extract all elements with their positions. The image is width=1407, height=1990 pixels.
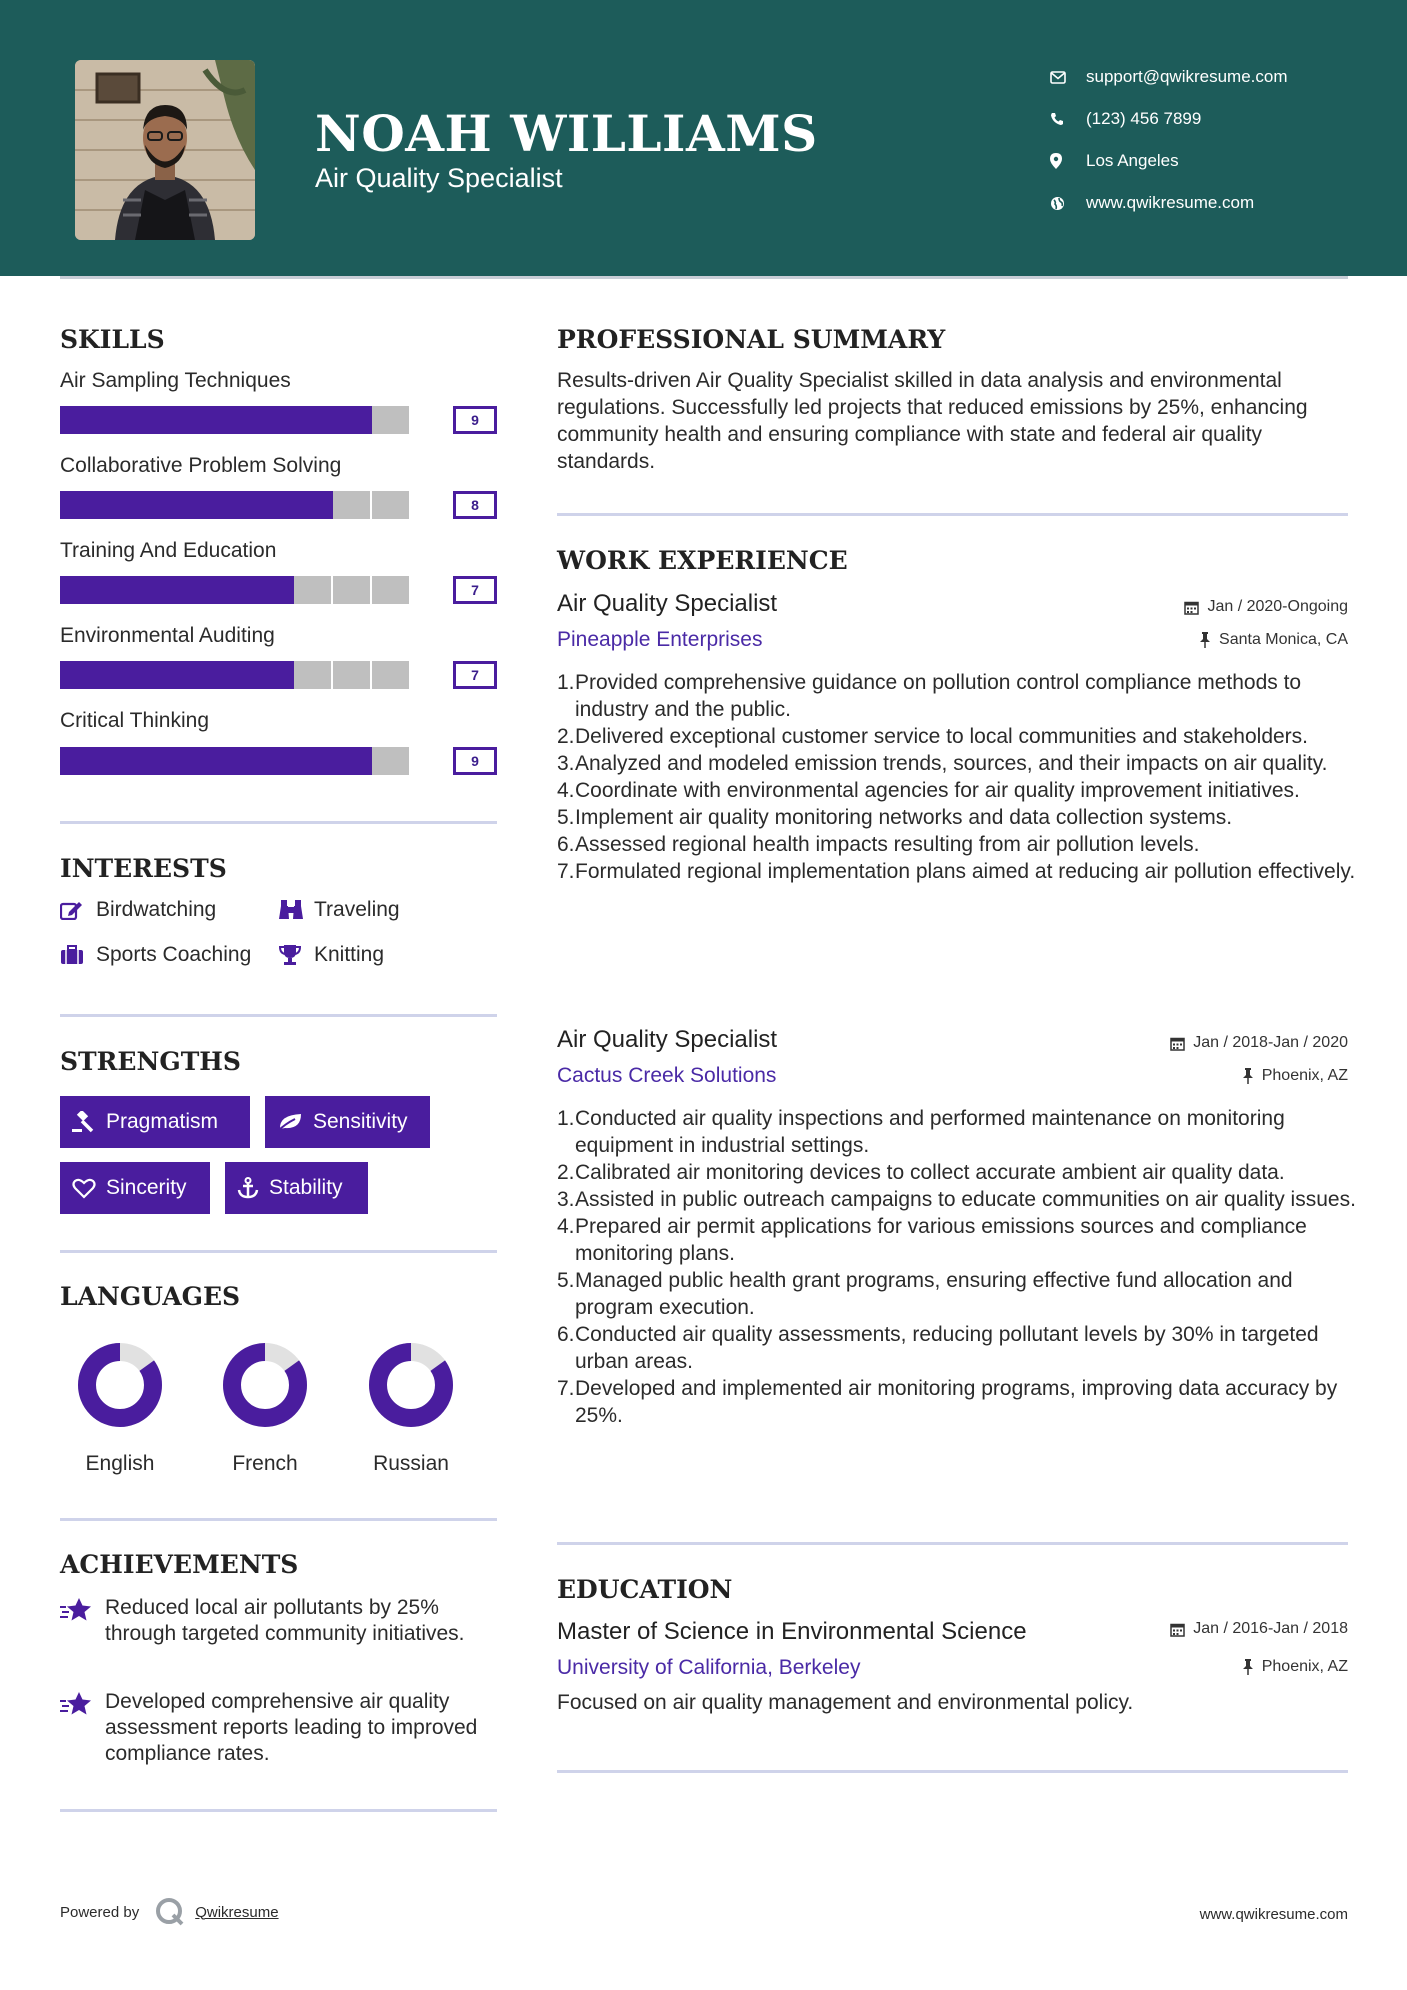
education-location-text: Phoenix, AZ (1261, 1658, 1348, 1675)
skill-segment (294, 406, 333, 434)
job-bullets (557, 669, 1357, 885)
job-title: Air Quality Specialist (557, 590, 778, 617)
skill-segment (372, 661, 411, 689)
envelope-icon (1050, 71, 1086, 84)
strength-label: Pragmatism (106, 1110, 219, 1133)
star-icon (60, 1595, 105, 1647)
skill-segment (216, 661, 255, 689)
globe-icon (1050, 196, 1086, 211)
language-item (210, 1340, 320, 1476)
qwikresume-link[interactable]: Qwikresume (195, 1903, 279, 1921)
footer-brand (60, 1897, 279, 1927)
interest-item (60, 943, 251, 967)
language-donut (366, 1340, 456, 1430)
leaf-icon (277, 1112, 303, 1132)
pushpin-icon (1199, 632, 1211, 648)
skill-segment (99, 747, 138, 775)
skill-segment (177, 406, 216, 434)
skill-segment (255, 747, 294, 775)
job-date-text: Jan / 2018-Jan / 2020 (1193, 1034, 1348, 1051)
interest-item (278, 943, 384, 967)
contact-email[interactable] (1050, 56, 1380, 98)
skill-segment (294, 661, 333, 689)
interest-label: Traveling (314, 898, 400, 921)
strengths-title: STRENGTHS (60, 1047, 241, 1076)
company-name: Cactus Creek Solutions (557, 1064, 777, 1087)
interest-label: Knitting (314, 943, 385, 966)
calendar-icon (1170, 1622, 1185, 1637)
skill-bar (60, 491, 497, 519)
skill-segment (60, 406, 99, 434)
anchor-icon (237, 1177, 259, 1199)
skill-segment (255, 406, 294, 434)
skill-segment (216, 491, 255, 519)
calendar-icon (1170, 1036, 1185, 1051)
list-item: 1. Conducted air quality inspections and performed maintenance on monitoring equipment in industrial settings. (557, 1107, 1285, 1157)
skill-segment (216, 576, 255, 604)
list-item: 5. Managed public health grant programs, ensuring effective fund allocation and program execution. (557, 1269, 1293, 1319)
phone-icon (1050, 112, 1086, 126)
skill-segment (216, 747, 255, 775)
experience-title: WORK EXPERIENCE (557, 546, 848, 575)
skill-label: Collaborative Problem Solving (60, 454, 342, 477)
skill-segment (372, 576, 411, 604)
strength-label: Sensitivity (313, 1110, 408, 1133)
contact-list (1050, 56, 1380, 224)
list-item: 6. Conducted air quality assessments, reducing pollutant levels by 30% in targeted urban areas. (557, 1323, 1319, 1373)
contact-location-text: Los Angeles (1086, 151, 1179, 170)
skill-bar (60, 576, 497, 604)
list-item: 5. Implement air quality monitoring networks and data collection systems. (557, 806, 1233, 829)
skill-segment (99, 661, 138, 689)
skill-segment (60, 747, 99, 775)
list-item: 3. Assisted in public outreach campaigns to educate communities on air quality issues. (557, 1188, 1356, 1211)
binoculars-icon (278, 899, 314, 921)
skill-segment (177, 491, 216, 519)
skill-segment (372, 406, 411, 434)
candidate-name: NOAH WILLIAMS (315, 104, 818, 163)
language-donut (220, 1340, 310, 1430)
skill-level: 7 (453, 661, 497, 689)
job-date-text: Jan / 2020-Ongoing (1207, 598, 1348, 615)
contact-phone-text: (123) 456 7899 (1086, 109, 1202, 128)
interest-label: Sports Coaching (96, 943, 252, 966)
skill-segment (255, 576, 294, 604)
section-divider (557, 1770, 1348, 1773)
skill-level: 9 (453, 747, 497, 775)
strength-tag (60, 1162, 210, 1214)
skills-title: SKILLS (60, 325, 165, 354)
skill-segment (99, 576, 138, 604)
skill-segment (216, 406, 255, 434)
list-item: 4. Coordinate with environmental agencies for air quality improvement initiatives. (557, 779, 1300, 802)
skill-segment (138, 406, 177, 434)
skill-segment (255, 491, 294, 519)
languages-title: LANGUAGES (60, 1282, 241, 1311)
strength-tag (225, 1162, 368, 1214)
skill-segment (60, 576, 99, 604)
skill-segment (60, 491, 99, 519)
qwikresume-logo-icon (155, 1897, 185, 1927)
section-divider (557, 1542, 1348, 1545)
powered-by-text: Powered by (60, 1903, 140, 1921)
skill-bar (60, 406, 497, 434)
job-bullets (557, 1105, 1357, 1429)
skill-level: 7 (453, 576, 497, 604)
summary-title: PROFESSIONAL SUMMARY (557, 325, 946, 354)
achievement-item (60, 1595, 500, 1647)
skill-segment (294, 747, 333, 775)
list-item: 2. Delivered exceptional customer service to local communities and stakeholders. (557, 725, 1309, 748)
school-name: University of California, Berkeley (557, 1656, 861, 1679)
skill-bar (60, 661, 497, 689)
contact-website[interactable] (1050, 182, 1380, 224)
interests-title: INTERESTS (60, 854, 227, 883)
strength-tag (265, 1096, 430, 1148)
summary-text: Results-driven Air Quality Specialist skilled in data analysis and environmental regulations. Successfully led projects that reduced emissions by 25%, enhancing community health and ensuring compliance with state and federal air quality standards. (557, 369, 1308, 473)
job-location (1199, 631, 1348, 649)
job-date (1170, 1034, 1348, 1052)
education-date (1170, 1620, 1348, 1638)
calendar-icon (1184, 600, 1199, 615)
skill-label: Critical Thinking (60, 709, 209, 732)
list-item: 4. Prepared air permit applications for various emissions sources and compliance monitoring plans. (557, 1215, 1307, 1265)
interest-item (278, 898, 400, 922)
skill-segment (333, 661, 372, 689)
list-item: 1. Provided comprehensive guidance on pollution control compliance methods to industry and the public. (557, 671, 1302, 721)
achievement-text: Reduced local air pollutants by 25% through targeted community initiatives. (105, 1596, 465, 1645)
skill-segment (372, 491, 411, 519)
language-label: Russian (373, 1452, 449, 1475)
list-item: 6. Assessed regional health impacts resulting from air pollution levels. (557, 833, 1200, 856)
skill-segment (333, 747, 372, 775)
job-location-text: Phoenix, AZ (1261, 1067, 1348, 1084)
section-divider (60, 1014, 497, 1017)
achievements-title: ACHIEVEMENTS (60, 1550, 299, 1579)
interest-label: Birdwatching (96, 898, 217, 921)
language-item (65, 1340, 175, 1476)
skill-label: Training And Education (60, 539, 277, 562)
achievement-item (60, 1689, 500, 1767)
contact-website-text: www.qwikresume.com (1086, 193, 1255, 212)
skill-segment (255, 661, 294, 689)
resume-header (0, 0, 1407, 276)
skill-segment (372, 747, 411, 775)
skill-bar (60, 747, 497, 775)
contact-phone[interactable] (1050, 98, 1380, 140)
section-divider (60, 1250, 497, 1253)
profile-photo (75, 60, 255, 240)
job-title: Air Quality Specialist (557, 1026, 778, 1053)
job-date (1184, 598, 1348, 616)
list-item: 7. Developed and implemented air monitoring programs, improving data accuracy by 25%. (557, 1377, 1338, 1427)
education-description: Focused on air quality management and environmental policy. (557, 1691, 1134, 1714)
star-icon (60, 1689, 105, 1767)
header-divider (60, 276, 1348, 279)
footer-website[interactable]: www.qwikresume.com (1199, 1906, 1348, 1923)
education-location (1242, 1658, 1348, 1676)
job-location-text: Santa Monica, CA (1219, 631, 1348, 648)
skill-segment (138, 747, 177, 775)
briefcase-icon (60, 945, 96, 965)
candidate-title: Air Quality Specialist (315, 163, 563, 193)
education-title: EDUCATION (557, 1575, 733, 1604)
section-divider (557, 513, 1348, 516)
degree-title: Master of Science in Environmental Science (557, 1618, 1027, 1645)
heart-icon (72, 1178, 96, 1199)
skill-label: Air Sampling Techniques (60, 369, 291, 392)
skill-segment (333, 491, 372, 519)
skill-segment (60, 661, 99, 689)
section-divider (60, 1518, 497, 1521)
education-date-text: Jan / 2016-Jan / 2018 (1193, 1620, 1348, 1637)
skill-segment (138, 661, 177, 689)
language-item (356, 1340, 466, 1476)
map-pin-icon (1050, 153, 1086, 169)
skill-segment (177, 576, 216, 604)
skill-segment (138, 491, 177, 519)
job-location (1242, 1067, 1348, 1085)
list-item: 7. Formulated regional implementation plans aimed at reducing air pollution effectively. (557, 860, 1356, 883)
skill-segment (99, 491, 138, 519)
contact-location (1050, 140, 1380, 182)
skill-segment (138, 576, 177, 604)
strength-tag (60, 1096, 250, 1148)
list-item: 3. Analyzed and modeled emission trends, sources, and their impacts on air quality. (557, 752, 1328, 775)
skill-segment (99, 406, 138, 434)
pushpin-icon (1242, 1659, 1254, 1675)
language-label: English (85, 1452, 155, 1475)
skill-segment (333, 406, 372, 434)
language-label: French (232, 1452, 298, 1475)
skill-segment (333, 576, 372, 604)
pushpin-icon (1242, 1068, 1254, 1084)
skill-segment (294, 491, 333, 519)
trophy-icon (278, 944, 314, 966)
skill-segment (294, 576, 333, 604)
skill-level: 8 (453, 491, 497, 519)
section-divider (60, 821, 497, 824)
skill-label: Environmental Auditing (60, 624, 275, 647)
section-divider (60, 1809, 497, 1812)
strength-label: Sincerity (106, 1176, 187, 1199)
gavel-icon (72, 1111, 96, 1133)
achievement-text: Developed comprehensive air quality assessment reports leading to improved compliance rates. (105, 1690, 478, 1765)
skill-segment (177, 747, 216, 775)
list-item: 2. Calibrated air monitoring devices to collect accurate ambient air quality data. (557, 1161, 1285, 1184)
skill-segment (177, 661, 216, 689)
strength-label: Stability (269, 1176, 343, 1199)
contact-email-text: support@qwikresume.com (1086, 67, 1288, 86)
skill-level: 9 (453, 406, 497, 434)
interest-item (60, 898, 216, 922)
language-donut (75, 1340, 165, 1430)
edit-icon (60, 900, 96, 920)
company-name: Pineapple Enterprises (557, 628, 763, 651)
